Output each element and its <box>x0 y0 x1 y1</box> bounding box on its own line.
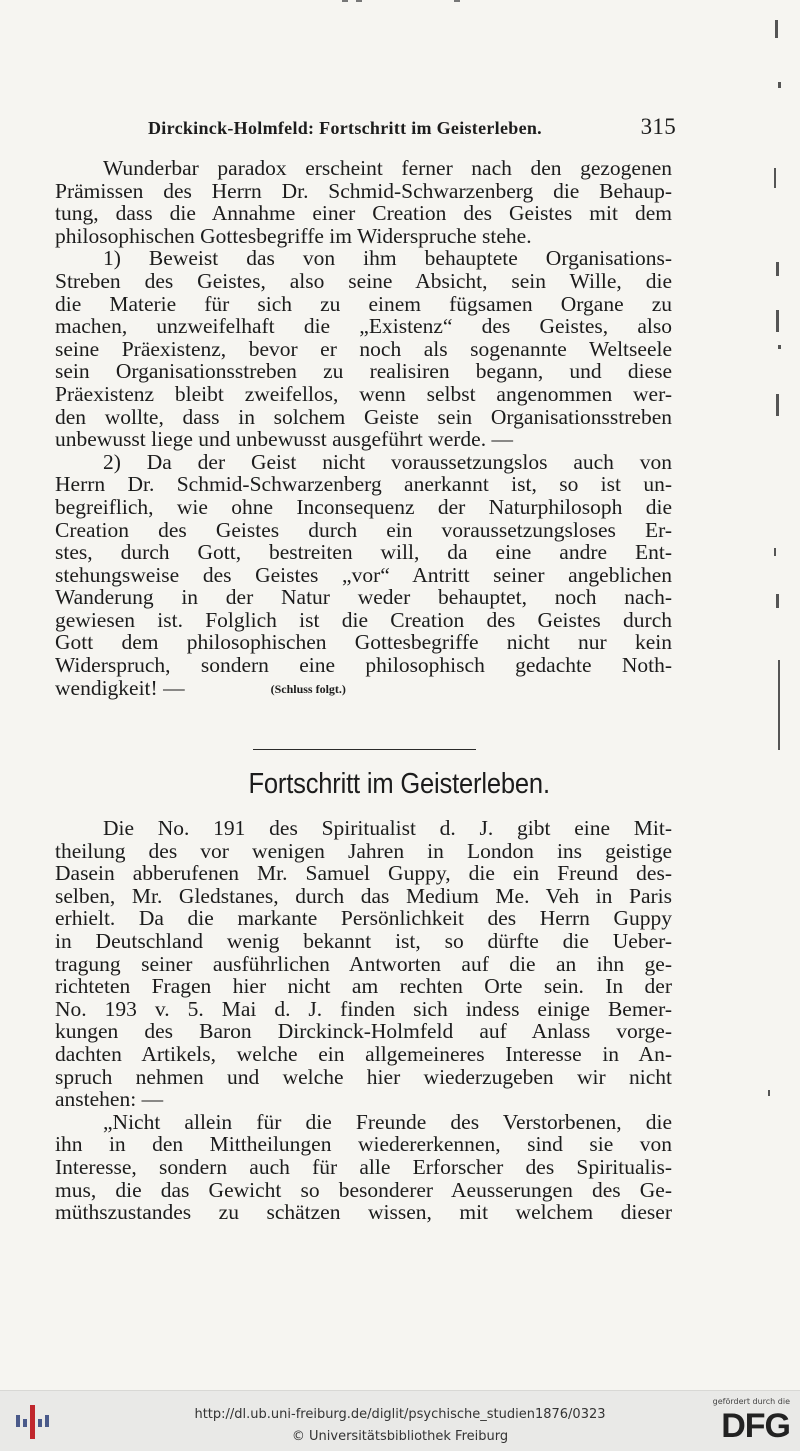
text-line: die Materie für sich zu einem fügsamen Organe zu <box>55 291 672 316</box>
text-line: Dasein abberufenen Mr. Samuel Guppy, die ein Freund des- <box>55 861 672 886</box>
dfg-logo <box>706 1397 790 1445</box>
text-line: philosophischen Gottesbegriffe im Widerspruche stehe. <box>55 223 532 248</box>
text-line: müthszustandes zu schätzen wissen, mit welchem dieser <box>55 1200 672 1225</box>
text-line: Herrn Dr. Schmid-Schwarzenberg anerkannt ist, so ist un- <box>55 472 672 497</box>
text-line: wendigkeit! — <box>55 675 185 700</box>
margin-scan-marks <box>760 0 800 1390</box>
text-line: kungen des Baron Dirckinck-Holmfeld auf Anlass vorge- <box>55 1019 672 1044</box>
footer-bar <box>0 1390 800 1451</box>
text-line: Gott dem philosophischen Gottesbegriffe nicht nur kein <box>55 630 672 655</box>
running-head <box>148 112 678 142</box>
page-number: 315 <box>640 114 676 139</box>
running-head-title: Dirckinck-Holmfeld: Fortschritt im Geisterleben. <box>148 118 542 138</box>
continuation-note: (Schluss folgt.) <box>270 682 346 697</box>
text-line: 2) Da der Geist nicht voraussetzungslos auch von <box>103 449 672 474</box>
text-line: tung, dass die Annahme einer Creation des Geistes mit dem <box>55 201 672 226</box>
text-line: Wanderung in der Natur weder behauptet, noch nach- <box>55 585 672 610</box>
text-line: Streben des Geistes, also seine Absicht, sein Wille, die <box>55 268 672 293</box>
text-line: No. 193 v. 5. Mai d. J. finden sich indess einige Bemer- <box>55 996 672 1021</box>
text-line: tragung seiner ausführlichen Antworten auf die an ihn ge- <box>55 951 672 976</box>
text-line: Widerspruch, sondern eine philosophisch gedachte Noth- <box>55 653 672 678</box>
text-line: selben, Mr. Gledstanes, durch das Medium Me. Veh in Paris <box>55 883 672 908</box>
text-line: in Deutschland wenig bekannt ist, so dürfte die Ueber- <box>55 928 672 953</box>
text-line: dachten Artikels, welche ein allgemeineres Interesse in An- <box>55 1041 672 1066</box>
text-block-article <box>55 817 672 1224</box>
text-line: Prämissen des Herrn Dr. Schmid-Schwarzenberg die Behaup- <box>55 178 672 203</box>
text-line: Wunderbar paradox erscheint ferner nach den gezogenen <box>103 156 672 180</box>
text-line: unbewusst liege und unbewusst ausgeführt werde. — <box>55 427 513 452</box>
text-line: begreiflich, wie ohne Inconsequenz der Naturphilosoph die <box>55 494 672 519</box>
text-line: stehungsweise des Geistes „vor“ Antritt seiner angeblichen <box>55 562 672 587</box>
article-title: Fortschritt im Geisterleben. <box>248 768 550 800</box>
section-divider <box>253 749 476 750</box>
text-line: sein Organisationsstreben zu realisiren begann, und diese <box>55 359 672 384</box>
text-line: Die No. 191 des Spiritualist d. J. gibt eine Mit- <box>103 816 672 840</box>
text-line: erhielt. Da die markante Persönlichkeit des Herrn Guppy <box>55 906 672 931</box>
source-url-link[interactable]: http://dl.ub.uni-freiburg.de/diglit/psychische_studien1876/0323 <box>194 1407 606 1422</box>
text-line: den wollte, dass in solchem Geiste sein Organisationsstreben <box>55 404 672 429</box>
text-line: stes, durch Gott, bestreiten will, da eine andre Ent- <box>55 540 672 565</box>
text-line: theilung des vor wenigen Jahren in London ins geistige <box>55 838 672 863</box>
text-line: Präexistenz bleibt zweifellos, wenn selbst angenommen wer- <box>55 381 672 406</box>
text-line-with-note <box>55 677 672 700</box>
copyright-text: © Universitätsbibliothek Freiburg <box>291 1429 509 1444</box>
text-line: machen, unzweifelhaft die „Existenz“ des Geistes, also <box>55 314 672 339</box>
text-line: seine Präexistenz, bevor er noch als sogenannte Weltseele <box>55 336 672 361</box>
text-line: „Nicht allein für die Freunde des Verstorbenen, die <box>103 1109 672 1134</box>
scan-artifacts <box>320 0 480 10</box>
text-block-continued <box>55 157 672 699</box>
text-line: spruch nehmen und welche hier wiederzugeben wir nicht <box>55 1064 672 1089</box>
text-line: Interesse, sondern auch für alle Erforscher des Spiritualis- <box>55 1154 672 1179</box>
text-line: 1) Beweist das von ihm behauptete Organisations- <box>103 246 672 271</box>
dfg-logo-text: DFG <box>721 1407 790 1445</box>
text-line: ihn in den Mittheilungen wiedererkennen, sind sie von <box>55 1132 672 1157</box>
dfg-funding-note: gefördert durch die <box>712 1397 790 1406</box>
text-line: Creation des Geistes durch ein voraussetzungsloses Er- <box>55 517 672 542</box>
text-line: gewiesen ist. Folglich ist die Creation des Geistes durch <box>55 607 672 632</box>
text-line: richteten Fragen hier nicht am rechten Orte sein. In der <box>55 974 672 999</box>
text-line: anstehen: — <box>55 1087 164 1112</box>
text-line: mus, die das Gewicht so besonderer Aeusserungen des Ge- <box>55 1177 672 1202</box>
